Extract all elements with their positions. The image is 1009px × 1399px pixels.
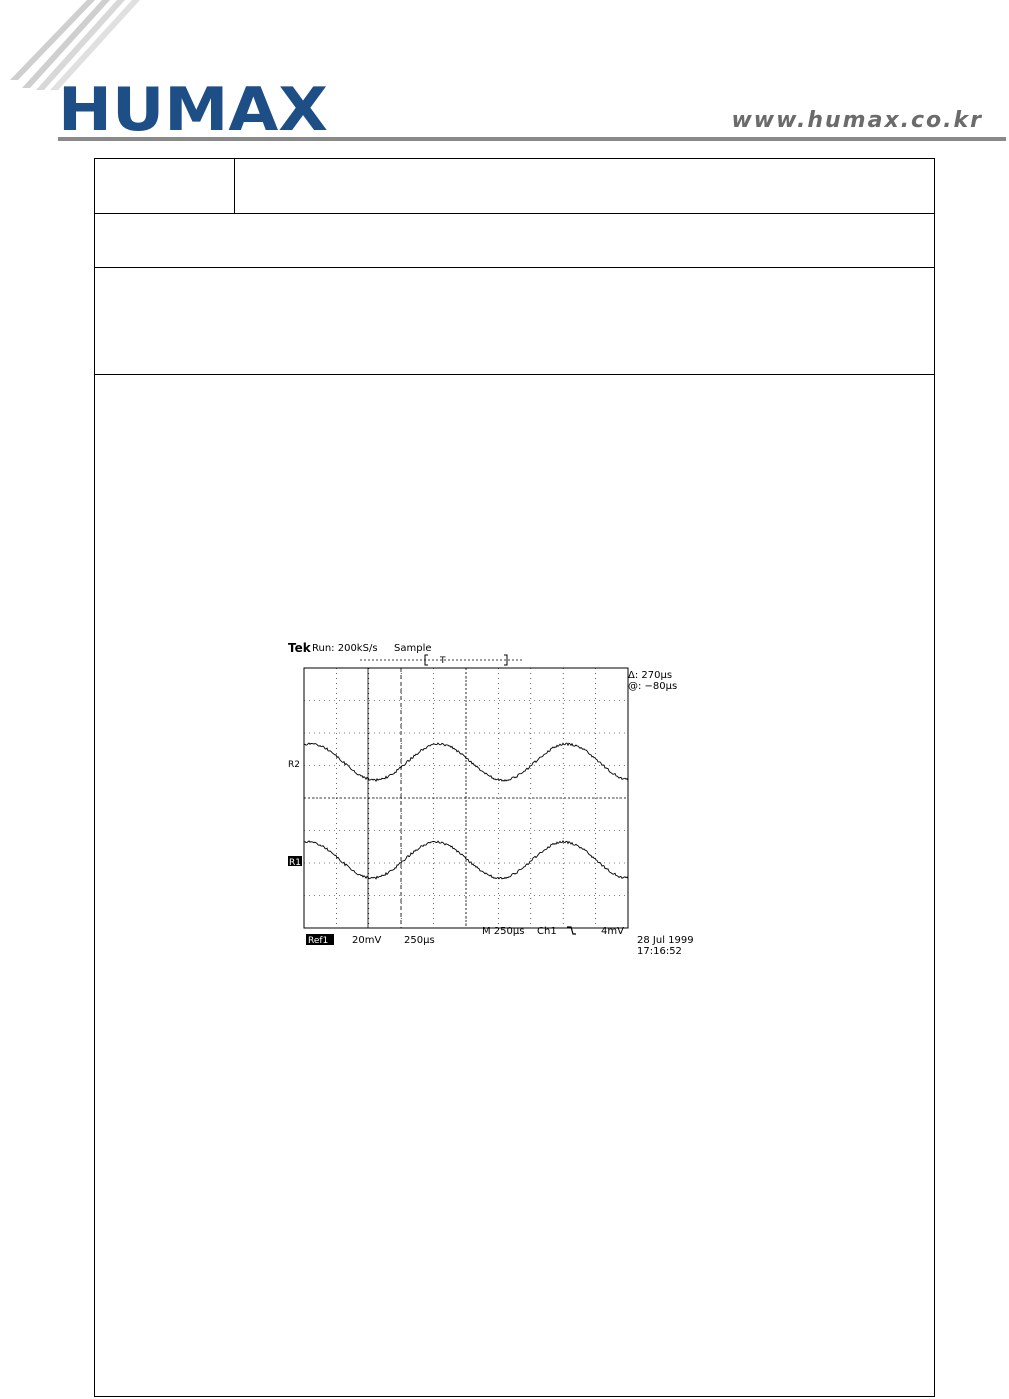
oscilloscope-screenshot [280,636,710,966]
cursor-delta-readout: Δ: 270µs [628,670,673,681]
form-row-title [95,159,934,214]
main-timebase: M 250µs [482,926,525,937]
site-url: www.humax.co.kr [731,108,983,133]
humax-logo [58,80,338,136]
volts-per-div: 20mV [352,935,382,946]
form-label-cell [95,159,235,213]
ref1-status-label: Ref1 [308,936,329,946]
ref1-marker-label: R1 [289,858,301,868]
cursor-position-readout: @: −80µs [628,681,678,692]
trigger-position-marker: T [440,656,446,666]
graticule [304,668,628,928]
trigger-channel: Ch1 [537,926,557,937]
scope-run-status: Run: 200kS/s [312,643,378,654]
record-window-left-bracket [425,655,428,665]
form-row-description [95,268,934,375]
logo-text: HUMAX [58,80,328,136]
capture-time: 17:16:52 [637,946,682,957]
time-per-div: 250µs [404,935,435,946]
header-stripes-decoration [0,0,140,90]
form-value-cell [235,159,934,213]
ref2-marker-label: R2 [288,760,300,770]
form-row-subtitle [95,214,934,268]
scope-acq-mode: Sample [394,643,432,654]
scope-brand: Tek [288,641,311,655]
trigger-level: 4mV [601,926,624,937]
header-rule [58,137,1006,141]
capture-date: 28 Jul 1999 [637,935,694,946]
